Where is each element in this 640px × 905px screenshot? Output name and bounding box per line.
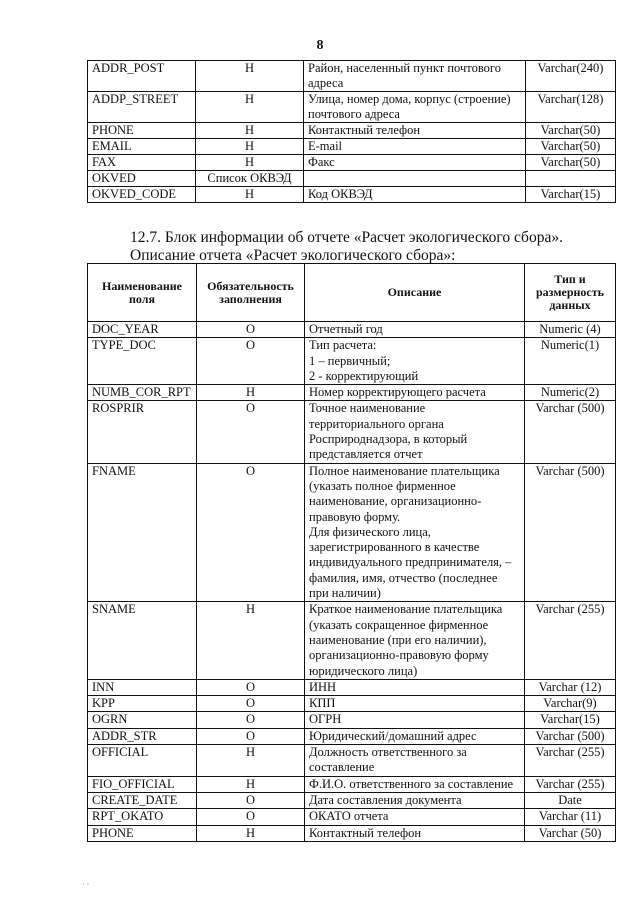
description-cell: Код ОКВЭД bbox=[304, 187, 526, 203]
description-cell: Краткое наименование плательщика (указать сокращенное фирменное наименование (при его наличии), организационно-правовую форму юридического лица) bbox=[305, 602, 525, 679]
field-name-cell: DOC_YEAR bbox=[88, 322, 197, 338]
type-cell bbox=[526, 171, 616, 187]
field-name-cell: ADDR_POST bbox=[88, 61, 196, 92]
field-name-cell: ADDP_STREET bbox=[88, 92, 196, 123]
table-row bbox=[88, 825, 616, 841]
type-cell: Varchar(15) bbox=[526, 187, 616, 203]
field-name-cell: FIO_OFFICIAL bbox=[88, 776, 197, 792]
type-cell: Varchar (255) bbox=[525, 602, 616, 679]
description-cell: Должность ответственного за составление bbox=[305, 745, 525, 777]
type-cell: Varchar (50) bbox=[525, 825, 616, 841]
table-row bbox=[88, 187, 616, 203]
field-name-cell: FNAME bbox=[88, 463, 197, 602]
required-cell: Н bbox=[196, 61, 304, 92]
description-cell: Контактный телефон bbox=[305, 825, 525, 841]
table-row bbox=[88, 602, 616, 679]
table-row bbox=[88, 745, 616, 777]
description-cell: Район, населенный пункт почтового адреса bbox=[304, 61, 526, 92]
description-cell: E-mail bbox=[304, 139, 526, 155]
type-cell: Varchar (12) bbox=[525, 679, 616, 695]
description-cell: КПП bbox=[305, 696, 525, 712]
required-cell: О bbox=[197, 728, 305, 744]
table-row bbox=[88, 123, 616, 139]
field-name-cell: EMAIL bbox=[88, 139, 196, 155]
type-cell: Date bbox=[525, 792, 616, 808]
type-cell: Varchar (255) bbox=[525, 745, 616, 777]
field-name-cell: TYPE_DOC bbox=[88, 338, 197, 385]
field-name-cell: PHONE bbox=[88, 825, 197, 841]
continued-table bbox=[87, 60, 616, 203]
header-required: Обязательность заполнения bbox=[197, 264, 305, 322]
table-row bbox=[88, 385, 616, 401]
description-cell: Юридический/домашний адрес bbox=[305, 728, 525, 744]
table-row bbox=[88, 322, 616, 338]
table-row bbox=[88, 463, 616, 602]
required-cell: Н bbox=[197, 776, 305, 792]
field-name-cell: OKVED_CODE bbox=[88, 187, 196, 203]
type-cell: Numeric (4) bbox=[525, 322, 616, 338]
table-row bbox=[88, 792, 616, 808]
type-cell: Varchar(128) bbox=[526, 92, 616, 123]
description-cell: Контактный телефон bbox=[304, 123, 526, 139]
table-row bbox=[88, 338, 616, 385]
description-cell: Точное наименование территориального органа Росприроднадзора, в который представляется отчет bbox=[305, 401, 525, 463]
description-cell: Отчетный год bbox=[305, 322, 525, 338]
type-cell: Varchar(9) bbox=[525, 696, 616, 712]
table-row bbox=[88, 696, 616, 712]
required-cell: Список ОКВЭД bbox=[196, 171, 304, 187]
type-cell: Varchar(15) bbox=[525, 712, 616, 728]
field-name-cell: OKVED bbox=[88, 171, 196, 187]
description-cell: Дата составления документа bbox=[305, 792, 525, 808]
table-row bbox=[88, 92, 616, 123]
description-cell: Тип расчета: 1 – первичный; 2 - корректирующий bbox=[305, 338, 525, 385]
type-cell: Varchar(240) bbox=[526, 61, 616, 92]
header-row bbox=[88, 264, 616, 322]
field-name-cell: FAX bbox=[88, 155, 196, 171]
type-cell: Varchar (500) bbox=[525, 728, 616, 744]
section-subheading: Описание отчета «Расчет экологического сбора»: bbox=[130, 247, 456, 264]
required-cell: О bbox=[197, 322, 305, 338]
type-cell: Varchar (500) bbox=[525, 401, 616, 463]
field-name-cell: NUMB_COR_RPT bbox=[88, 385, 197, 401]
required-cell: Н bbox=[197, 825, 305, 841]
table-row bbox=[88, 401, 616, 463]
field-name-cell: OFFICIAL bbox=[88, 745, 197, 777]
field-name-cell: ROSPRIR bbox=[88, 401, 197, 463]
table-row bbox=[88, 139, 616, 155]
header-field-name: Наименование поля bbox=[88, 264, 197, 322]
required-cell: О bbox=[197, 401, 305, 463]
required-cell: Н bbox=[197, 745, 305, 777]
scan-mark: · · bbox=[82, 880, 90, 889]
required-cell: Н bbox=[196, 123, 304, 139]
required-cell: Н bbox=[197, 602, 305, 679]
type-cell: Varchar(50) bbox=[526, 123, 616, 139]
required-cell: О bbox=[197, 792, 305, 808]
section-heading: 12.7. Блок информации об отчете «Расчет экологического сбора». bbox=[130, 229, 563, 246]
required-cell: О bbox=[197, 463, 305, 602]
field-name-cell: OGRN bbox=[88, 712, 197, 728]
description-cell: ОКАТО отчета bbox=[305, 809, 525, 825]
required-cell: О bbox=[197, 712, 305, 728]
type-cell: Varchar(50) bbox=[526, 139, 616, 155]
required-cell: Н bbox=[196, 139, 304, 155]
type-cell: Numeric(1) bbox=[525, 338, 616, 385]
field-name-cell: ADDR_STR bbox=[88, 728, 197, 744]
page-number: 8 bbox=[316, 38, 324, 53]
type-cell: Numeric(2) bbox=[525, 385, 616, 401]
required-cell: Н bbox=[196, 155, 304, 171]
required-cell: Н bbox=[196, 187, 304, 203]
field-name-cell: KPP bbox=[88, 696, 197, 712]
description-cell: Ф.И.О. ответственного за составление bbox=[305, 776, 525, 792]
description-cell bbox=[304, 171, 526, 187]
table-row bbox=[88, 61, 616, 92]
table-row bbox=[88, 171, 616, 187]
table-row bbox=[88, 679, 616, 695]
required-cell: О bbox=[197, 679, 305, 695]
description-cell: ОГРН bbox=[305, 712, 525, 728]
header-description: Описание bbox=[305, 264, 525, 322]
required-cell: О bbox=[197, 809, 305, 825]
header-type: Тип и размерность данных bbox=[525, 264, 616, 322]
field-name-cell: CREATE_DATE bbox=[88, 792, 197, 808]
description-cell: Полное наименование плательщика (указать полное фирменное наименование, организационно-правовую форму. Для физического лица, зарегистрированного в качестве индивидуального предпринимателя, – фамилия, имя, отчество (последнее при наличии) bbox=[305, 463, 525, 602]
table-row bbox=[88, 728, 616, 744]
type-cell: Varchar (255) bbox=[525, 776, 616, 792]
field-name-cell: INN bbox=[88, 679, 197, 695]
field-name-cell: RPT_OKATO bbox=[88, 809, 197, 825]
report-description-table bbox=[87, 263, 616, 842]
required-cell: О bbox=[197, 338, 305, 385]
table-row bbox=[88, 809, 616, 825]
field-name-cell: PHONE bbox=[88, 123, 196, 139]
table-row bbox=[88, 776, 616, 792]
field-name-cell: SNAME bbox=[88, 602, 197, 679]
description-cell: Улица, номер дома, корпус (строение) почтового адреса bbox=[304, 92, 526, 123]
type-cell: Varchar(50) bbox=[526, 155, 616, 171]
description-cell: Номер корректирующего расчета bbox=[305, 385, 525, 401]
required-cell: Н bbox=[197, 385, 305, 401]
required-cell: О bbox=[197, 696, 305, 712]
type-cell: Varchar (500) bbox=[525, 463, 616, 602]
type-cell: Varchar (11) bbox=[525, 809, 616, 825]
required-cell: Н bbox=[196, 92, 304, 123]
description-cell: Факс bbox=[304, 155, 526, 171]
table-row bbox=[88, 155, 616, 171]
description-cell: ИНН bbox=[305, 679, 525, 695]
table-row bbox=[88, 712, 616, 728]
